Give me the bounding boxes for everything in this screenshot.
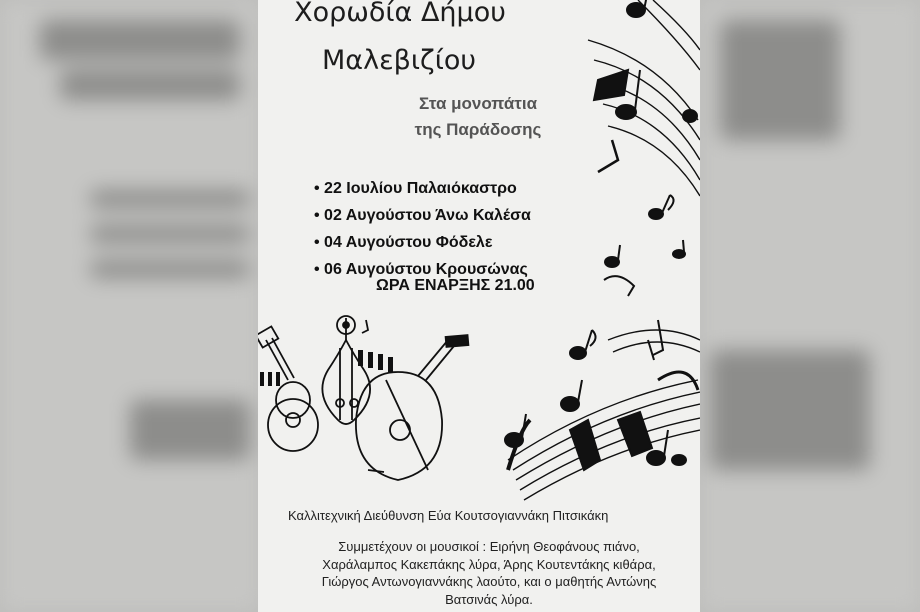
musicians-line: Γιώργος Αντωνογιαννάκης λαούτο, και ο μαθητής Αντώνης [321,574,657,589]
musicians-credits [284,538,694,608]
event-list [314,175,531,283]
poster-subtitle-line1: Στα μονοπάτια [418,94,538,113]
top-right-notes [570,0,697,359]
blurred-background-right [700,0,920,612]
bottom-right-notes [505,340,698,470]
lyre-icon [322,316,370,424]
poster-subtitle-line2: της Παράδοσης [414,120,542,139]
guitar-icon [258,326,318,451]
poster-title-line2: Μαλεβιζίου [322,45,476,76]
musicians-line: Συμμετέχουν οι μουσικοί : Ειρήνη Θεοφάνους πιάνο, [338,539,640,554]
musicians-line: Χαράλαμπος Κακεπάκης λύρα, Άρης Κουτεντάκης κιθάρα, [322,556,656,572]
event-item: • 02 Αυγούστου Άνω Καλέσα [314,202,531,229]
event-item: • 04 Αυγούστου Φόδελε [314,229,531,256]
event-item: • 22 Ιουλίου Παλαιόκαστρο [314,175,531,202]
blurred-background-left [0,0,260,612]
poster-title-line1: Χορωδία Δήμου [294,0,506,28]
bottom-right-staff [508,330,700,500]
guitar-keys [260,372,280,386]
event-item: • 06 Αυγούστου Κρουσώνας [314,256,531,283]
concert-poster [258,0,700,612]
musicians-line: Βατσινάς λύρα. [445,591,533,607]
artistic-direction: Καλλιτεχνική Διεύθυνση Εύα Κουτσογιαννάκη Πιτσικάκη [288,508,609,523]
start-time: ΩΡΑ ΕΝΑΡΞΗΣ 21.00 [376,277,535,294]
